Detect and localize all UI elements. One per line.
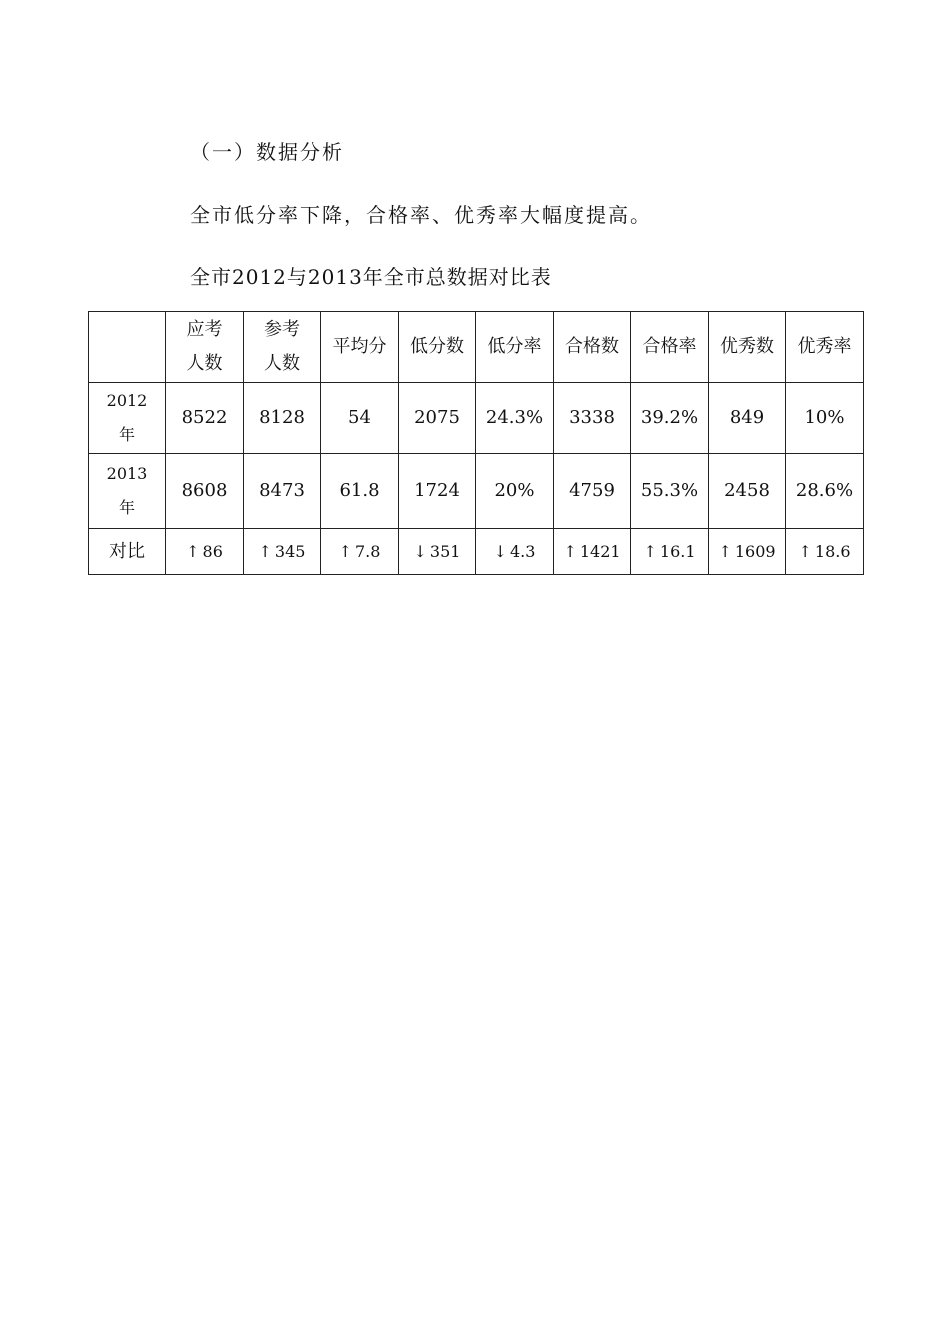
comparison-value: 18.6 [814,541,851,561]
row-label-2013 [89,454,166,529]
comparison-cell [631,529,709,575]
comparison-cell [554,529,631,575]
table-cell: 1724 [399,454,476,529]
table-cell: 3338 [554,383,631,454]
row-label-suffix: 年 [118,425,135,444]
comparison-cell [244,529,321,575]
row-label-comparison: 对比 [89,529,166,575]
table-cell: 10% [786,383,864,454]
row-label-suffix: 年 [118,498,135,517]
trend-arrow-icon: ↑ [338,541,352,561]
comparison-cell [786,529,864,575]
comparison-cell [166,529,244,575]
comparison-cell [399,529,476,575]
table-cell: 8608 [166,454,244,529]
comparison-value: 351 [429,541,461,561]
trend-arrow-icon: ↑ [563,541,577,561]
trend-arrow-icon: ↑ [643,541,657,561]
table-header-row [89,312,864,383]
table-row [89,454,864,529]
comparison-value: 7.8 [354,541,381,561]
comparison-value: 1421 [579,541,621,561]
row-label-2012 [89,383,166,454]
table-cell: 54 [321,383,399,454]
comparison-table [88,311,864,575]
column-header: 应考人数 [166,312,244,383]
row-label-year: 2013 [106,464,148,483]
table-cell: 24.3% [476,383,554,454]
comparison-row [89,529,864,575]
comparison-value: 345 [274,541,306,561]
column-header: 参考人数 [244,312,321,383]
table-caption: 全市2012与2013年全市总数据对比表 [190,265,552,289]
column-header: 平均分 [321,312,399,383]
table-cell: 20% [476,454,554,529]
table-cell: 39.2% [631,383,709,454]
column-header: 优秀率 [786,312,864,383]
section-heading: （一）数据分析 [190,140,344,164]
column-header: 优秀数 [709,312,786,383]
comparison-value: 86 [202,541,223,561]
comparison-value: 4.3 [509,541,536,561]
table-cell: 61.8 [321,454,399,529]
table-cell: 849 [709,383,786,454]
table-cell: 2458 [709,454,786,529]
trend-arrow-icon: ↑ [186,541,200,561]
column-header: 合格数 [554,312,631,383]
table-cell: 8522 [166,383,244,454]
table-cell: 2075 [399,383,476,454]
comparison-cell [709,529,786,575]
trend-arrow-icon: ↑ [718,541,732,561]
column-header: 低分数 [399,312,476,383]
table-cell: 4759 [554,454,631,529]
trend-arrow-icon: ↑ [798,541,812,561]
column-header: 合格率 [631,312,709,383]
table-cell: 8128 [244,383,321,454]
summary-paragraph: 全市低分率下降，合格率、优秀率大幅度提高。 [190,203,652,227]
trend-arrow-icon: ↓ [413,541,427,561]
comparison-cell [476,529,554,575]
trend-arrow-icon: ↑ [258,541,272,561]
comparison-value: 1609 [734,541,776,561]
comparison-cell [321,529,399,575]
trend-arrow-icon: ↓ [493,541,507,561]
column-header: 低分率 [476,312,554,383]
row-label-year: 2012 [106,391,148,410]
table-cell: 8473 [244,454,321,529]
table-cell: 55.3% [631,454,709,529]
table-corner-cell [89,312,166,383]
comparison-value: 16.1 [659,541,696,561]
table-row [89,383,864,454]
table-cell: 28.6% [786,454,864,529]
